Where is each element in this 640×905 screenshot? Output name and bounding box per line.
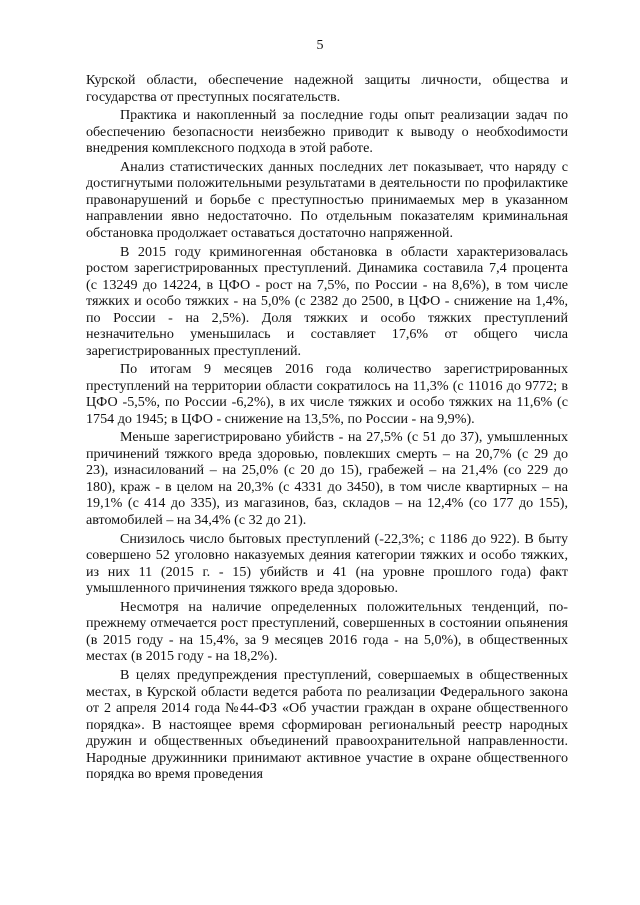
paragraph-9: В целях предупреждения преступлений, совершаемых в общественных местах, в Курской области ведется работа по реализации Федерального закона от 2 апреля 2014 года №44-ФЗ «Об участии граждан в охране общественного порядка». В настоящее время сформирован региональный реестр народных дружин и общественных объединений правоохранительной направленности. Народные дружинники принимают активное участие в охране общественного порядка во время проведения (86, 667, 568, 782)
paragraph-4: В 2015 году криминогенная обстановка в области характеризовалась ростом зарегистрированных преступлений. Динамика составила 7,4 процента (с 13249 до 14224, в ЦФО - рост на 7,5%, по России - на 8,6%), в том числе тяжких и особо тяжких - на 5,0% (с 2382 до 2500, в ЦФО - снижение на 1,4%, по России - на 2,5%). Доля тяжких и особо тяжких преступлений незначительно уменьшилась и составляет 17,6% от общего числа зарегистрированных преступлений. (86, 243, 568, 359)
paragraph-8: Несмотря на наличие определенных положительных тенденций, по-прежнему отмечается рост преступлений, совершенных в состоянии опьянения (в 2015 году - на 15,4%, за 9 месяцев 2016 года - на 5,0%), в общественных местах (в 2015 году - на 18,2%). (86, 598, 568, 665)
paragraph-6: Меньше зарегистрировано убийств - на 27,5% (с 51 до 37), умышленных причинений тяжкого вреда здоровью, повлекших смерть – на 20,7% (с 29 до 23), изнасилований – на 25,0% (с 20 до 15), грабежей – на 21,4% (со 229 до 180), краж - в целом на 20,3% (с 4331 до 3450), в том числе квартирных – на 19,1% (с 414 до 335), из магазинов, баз, складов – на 12,4% (со 177 до 155), автомобилей – на 34,4% (с 32 до 21). (86, 429, 568, 528)
paragraph-1: Курской области, обеспечение надежной защиты личности, общества и государства от преступных посягательств. (86, 72, 568, 105)
document-body (86, 72, 568, 785)
page-number: 5 (316, 38, 324, 53)
paragraph-7: Снизилось число бытовых преступлений (-22,3%; с 1186 до 922). В быту совершено 52 уголовно наказуемых деяния категории тяжких и особо тяжких, из них 11 (2015 г. - 15) убийств и 41 (на уровне прошлого года) факт умышленного причинения тяжкого вреда здоровью. (86, 530, 568, 597)
paragraph-2: Практика и накопленный за последние годы опыт реализации задач по обеспечению безопасности неизбежно приводит к выводу о необхоdимости внедрения комплексного подхода в этой работе. (86, 107, 568, 157)
paragraph-3: Анализ статистических данных последних лет показывает, что наряду с достигнутыми положительными результатами в деятельности по профилактике правонарушений и борьбе с преступностью принимаемых мер в указанном направлении явно недостаточно. По отдельным показателям криминальная обстановка продолжает оставаться достаточно напряженной. (86, 158, 568, 241)
paragraph-5: По итогам 9 месяцев 2016 года количество зарегистрированных преступлений на территории области сократилось на 11,3% (с 11016 до 9772; в ЦФО -5,5%, по России -6,2%), в их числе тяжких и особо тяжких на 11,6% (с 1754 до 1945; в ЦФО - снижение на 13,5%, по России - на 9,9%). (86, 361, 568, 427)
